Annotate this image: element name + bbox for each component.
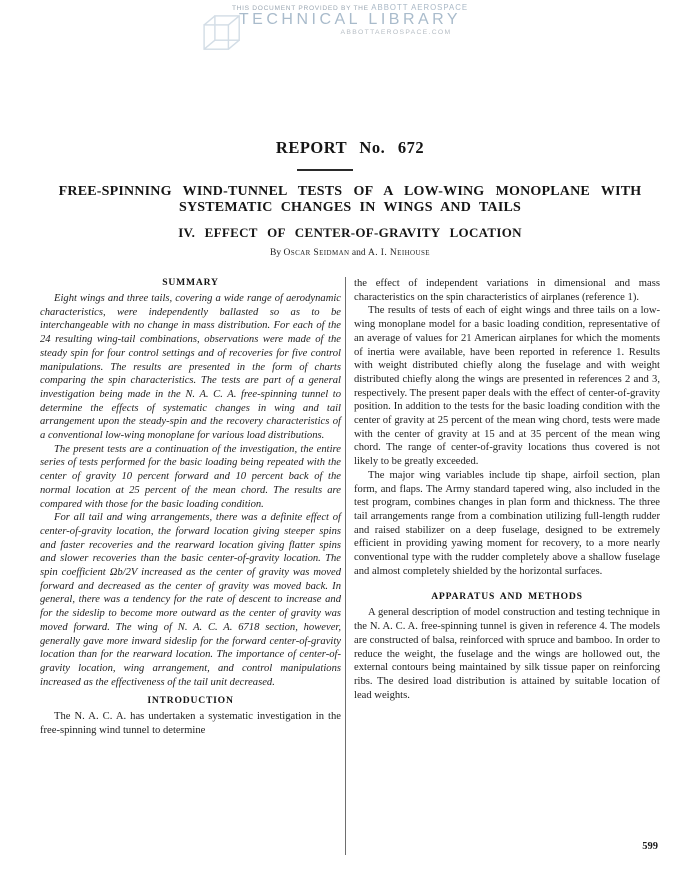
byline-author-1: Oscar Seidman — [283, 248, 350, 258]
summary-heading: SUMMARY — [162, 277, 219, 288]
summary-paragraph-1: Eight wings and three tails, covering a wide range of aerodynamic characteristics, were independently ballasted so as to be interchangeable with no change in mass distribution. For each of the 24 resulting wing-tail combinations, observations were made of the steady spin for four control settings and of recoveries for five control manipulations. The results are presented in the form of charts comparing the spin characteristics. The tests are part of a general investigation being made in the N. A. C. A. free-spinning tunnel to determine the effects of systematic changes in wing and tail arrangement upon the steady-spin and the recovery characteristics of a conventional low-wing monoplane for various load distributions. — [40, 293, 341, 442]
body-paragraph-2: The results of tests of each of eight wings and three tails on a low-wing monoplane model for a basic loading condition, representative of an average of values for 21 American airplanes for which the moments of inertia were available, have been reported in reference 1. Results with weight distributed chiefly along the fuselage and with weight distributed chiefly along the wings are presented in references 2 and 3, respectively. The present paper deals with the effect of center-of-gravity position. In addition to the tests for the basic loading condition with the center of gravity at 25 percent of the mean wing chord, tests were made with the center of gravity at 15 and at 35 percent of the mean wing chord. The range of center-of-gravity locations thus covered is not likely to be greatly exceeded. — [354, 305, 660, 468]
body-paragraph-3: The major wing variables include tip shape, airfoil section, plan form, and flaps. The Army standard tapered wing, also included in the test program, combines changes in plan form and thickness. The three tail arrangements range from a combination utilizing full-length rudder and raised stabilizer on a deep fuselage, designed to be extremely efficient in providing yawing moment for recovery, to a more nearly conventional type with the rudder completely above a shallow fuselage and almost completely shielded by the horizontal surfaces. — [354, 469, 660, 577]
report-title-line1: FREE-SPINNING WIND-TUNNEL TESTS OF A LOW-WING MONOPLANE WITH — [58, 184, 642, 199]
byline-author-2: A. I. Neihouse — [368, 248, 430, 258]
report-subtitle: IV. EFFECT OF CENTER-OF-GRAVITY LOCATION — [178, 225, 522, 240]
report-title-line2: SYSTEMATIC CHANGES IN WINGS AND TAILS — [178, 200, 521, 215]
right-column — [345, 277, 660, 855]
body-paragraph-continuation: the effect of independent variations in dimensional and mass characteristics on the spin characteristics of airplanes (reference 1). — [354, 278, 660, 303]
report-number-heading: REPORT No. 672 — [275, 138, 425, 157]
two-column-body — [40, 277, 660, 855]
byline-conjunction: and — [349, 248, 368, 258]
page-number: 599 — [642, 841, 658, 852]
left-column — [40, 277, 345, 855]
introduction-paragraph-1: The N. A. C. A. has undertaken a systematic investigation in the free-spinning wind tunnel to determine — [40, 711, 341, 737]
summary-paragraph-3: For all tail and wing arrangements, there was a definite effect of center-of-gravity location, the forward location giving steeper spins and faster recoveries and the rearward location giving flatter spins and slower recoveries than the basic center-of-gravity location. The spin coefficient Ωb/2V increased as the center of gravity was moved forward and decreased as the center of gravity was moved back. In general, there was a tendency for the rate of descent to increase and for the sideslip to become more outward as the center of gravity was moved forward. The wing of N. A. C. A. 6718 section, however, generally gave more inward sideslip for the forward center-of-gravity location than for the rearward location. The importance of center-of-gravity location, wing arrangement, and control manipulations increased as the effectiveness of the tail unit decreased. — [40, 512, 341, 688]
watermark-provided-org: ABBOTT AEROSPACE — [371, 3, 469, 12]
apparatus-paragraph-1: A general description of model construction and testing technique in the N. A. C. A. free-spinning tunnel is given in reference 4. The models are constructed of balsa, reinforced with spruce and bamboo. In order to reduce the weight, the fuselage and the wings are hollowed out, the external contours being maintained by silk tissue paper on reinforcing ribs. The desired load distribution is attained by suitable location of lead weights. — [354, 607, 660, 701]
apparatus-heading: APPARATUS AND METHODS — [431, 591, 583, 603]
watermark-site-url: ABBOTTAEROSPACE.COM — [340, 29, 452, 36]
byline — [40, 248, 660, 258]
title-divider-rule — [297, 169, 353, 171]
watermark-provided-prefix: THIS DOCUMENT PROVIDED BY THE — [231, 5, 369, 12]
summary-paragraph-2: The present tests are a continuation of the investigation, the entire series of tests performed for the basic loading being repeated with the center of gravity 10 percent forward and 10 percent back of the normal location at 25 percent of the mean chord. The results are compared with those for the basic loading condition. — [40, 443, 341, 510]
introduction-heading: INTRODUCTION — [147, 695, 234, 707]
watermark-library-title: TECHNICAL LIBRARY — [238, 11, 462, 28]
byline-prefix: By — [270, 248, 284, 258]
